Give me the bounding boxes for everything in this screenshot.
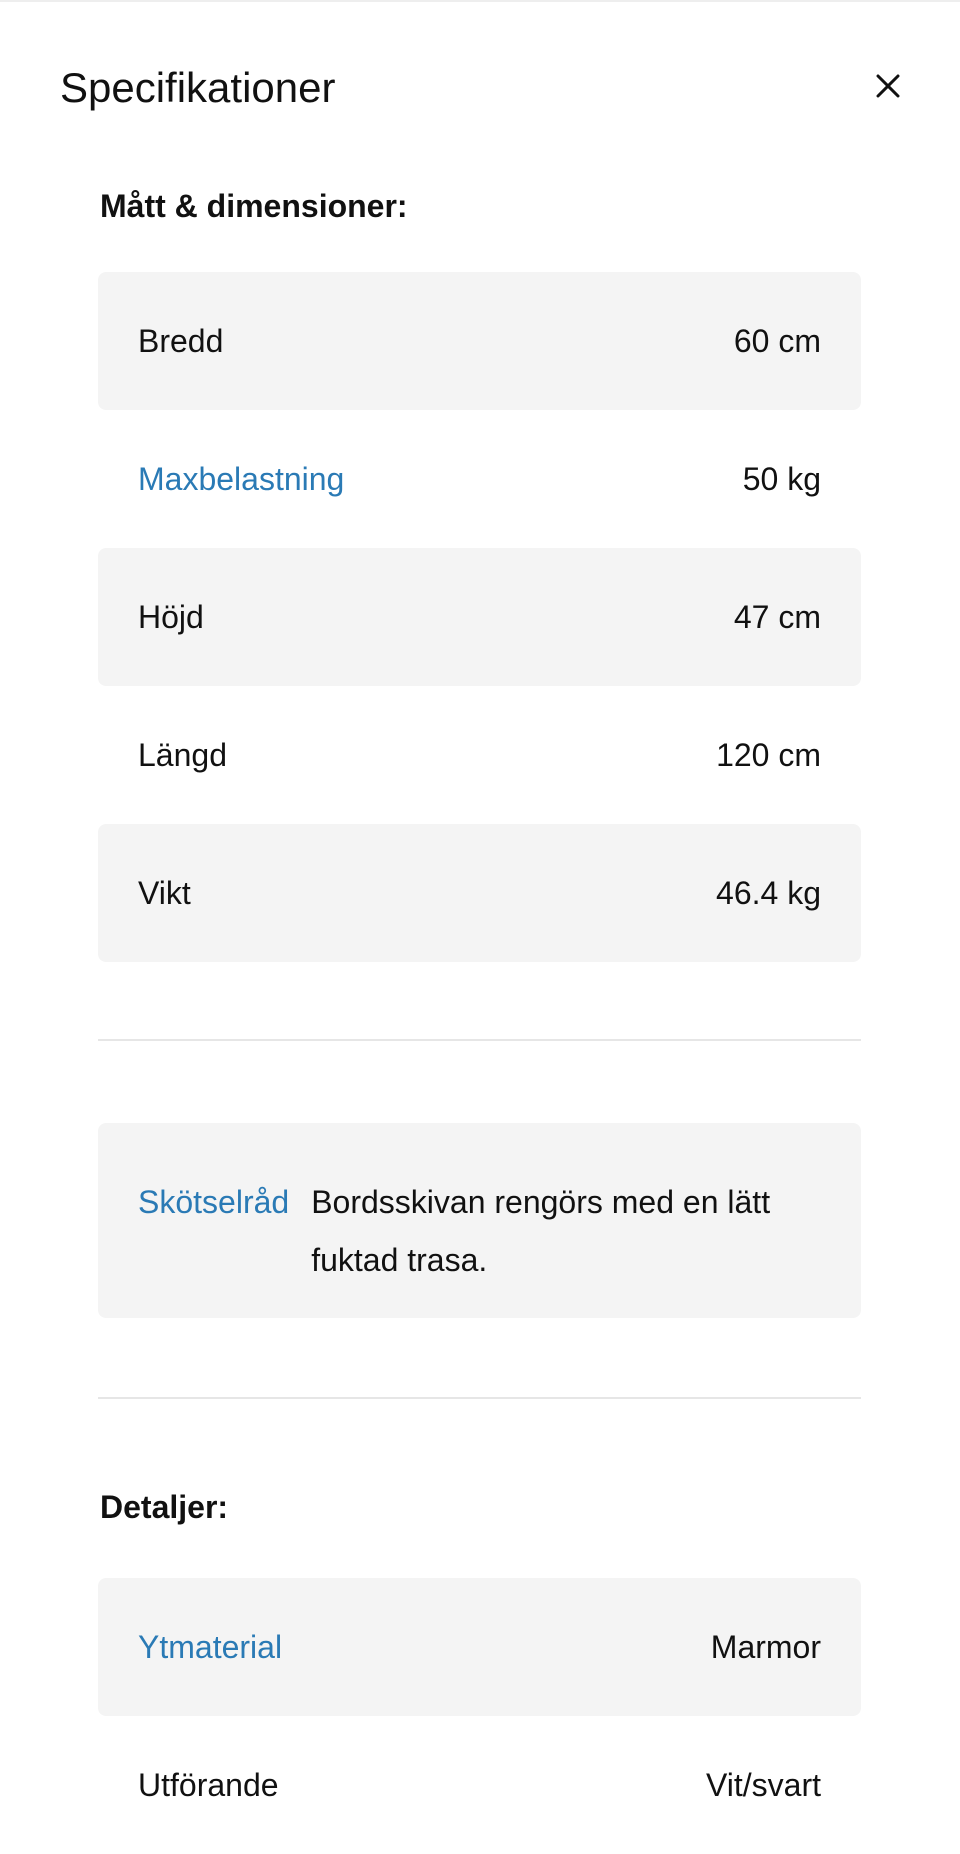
dialog-header [60,60,910,116]
spec-label: Vikt [138,874,191,911]
care-instructions [98,1123,861,1318]
spec-row-max-load [98,410,861,548]
care-label-link[interactable]: Skötselråd [138,1184,290,1220]
details-list [98,1578,861,1854]
spec-value: Vit/svart [706,1766,821,1803]
spec-value: 60 cm [733,322,821,359]
top-border [0,0,960,2]
spec-label: Längd [138,736,227,773]
spec-row-finish [98,1716,861,1854]
spec-row-height [98,548,861,686]
spec-label: Bredd [138,322,224,359]
spec-label-link[interactable]: Maxbelastning [138,460,345,497]
spec-value: 47 cm [733,598,821,635]
spec-value: Marmor [710,1628,821,1665]
dialog-title: Specifikationer [60,64,336,111]
spec-row-weight [98,824,861,962]
close-icon [875,73,901,99]
spec-value: 46.4 kg [716,874,821,911]
spec-label: Utförande [138,1766,279,1803]
spec-value: 120 cm [716,736,821,773]
close-button[interactable] [866,64,910,108]
care-text: Bordsskivan rengörs med en lätt fuktad trasa. [311,1184,771,1278]
spec-row-length [98,686,861,824]
spec-row-surface-material [98,1578,861,1716]
spec-row-width [98,272,861,410]
dimensions-list [98,272,861,962]
spec-value: 50 kg [742,460,821,497]
details-heading: Detaljer: [100,1489,229,1525]
section-divider [98,1039,861,1041]
spec-label: Höjd [138,598,204,635]
section-divider [98,1397,861,1399]
spec-label-link[interactable]: Ytmaterial [138,1628,283,1665]
dimensions-heading: Mått & dimensioner: [100,188,408,224]
